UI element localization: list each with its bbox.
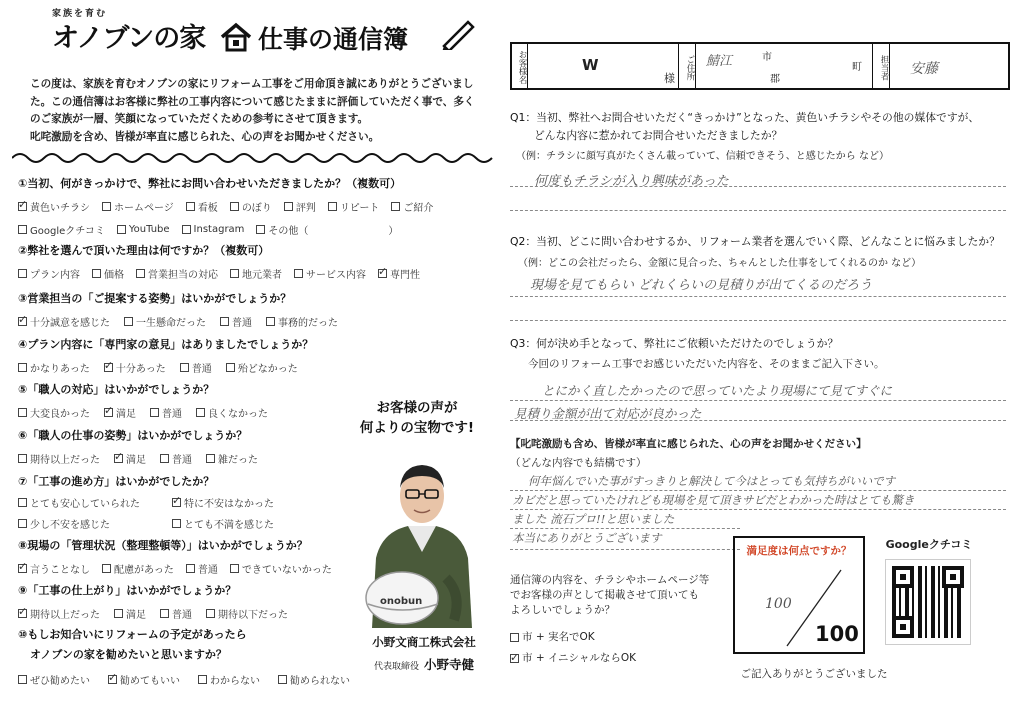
option-list: [18, 360, 488, 375]
satisfaction-handwritten: 100: [765, 596, 792, 612]
checkbox-option[interactable]: Instagram: [182, 222, 245, 237]
publish-permission: [510, 573, 740, 666]
checkbox[interactable]: [510, 633, 519, 642]
intro-line: 叱咤激励を含め、皆様が率直に感じられた、心の声をお聞かせください。: [30, 130, 380, 143]
checkbox[interactable]: [18, 454, 27, 463]
checkbox-option[interactable]: サービス内容: [294, 266, 366, 281]
option-list: [18, 606, 348, 621]
checkbox-option[interactable]: 普通: [180, 360, 212, 375]
checkbox-option[interactable]: ✓ 黄色いチラシ: [18, 199, 90, 214]
checkbox-option[interactable]: ✓ 勧めてもいい: [108, 672, 180, 687]
option-list: [18, 672, 358, 687]
answer-line: [510, 320, 1006, 321]
checkbox[interactable]: [18, 609, 27, 618]
company-name: 小野文商工株式会社: [372, 635, 476, 649]
checkbox[interactable]: [18, 225, 27, 234]
checkbox[interactable]: [18, 675, 27, 684]
qr-finder: [942, 566, 964, 588]
checkbox-option[interactable]: 一生懸命だった: [124, 314, 206, 329]
checkbox-option[interactable]: 少し不安を感じた: [18, 516, 158, 531]
question-title: ⑥「職人の仕事の姿勢」はいかがでしょうか？: [18, 429, 248, 442]
option-list: [18, 405, 348, 420]
checkbox-option[interactable]: できていないかった: [230, 561, 332, 576]
q1-title: Q1：当初、弊社へお問合せいただく“きっかけ”となった、黄色いチラシやその他の媒体ですが、: [510, 111, 980, 124]
name-label-cell: お客様名: [512, 44, 528, 88]
checkbox-option[interactable]: ✓ 十分あった: [104, 360, 166, 375]
checkbox[interactable]: [160, 609, 169, 618]
brand-header: [8, 4, 498, 66]
checkbox-option[interactable]: 良くなかった: [196, 405, 268, 420]
checkbox[interactable]: [18, 317, 27, 326]
answer-line: [510, 549, 740, 550]
q1-answer: 何度もチラシが入り興味があった: [534, 174, 729, 189]
checkbox[interactable]: [160, 454, 169, 463]
checkbox-option[interactable]: 看板: [186, 199, 218, 214]
question-9: [18, 582, 348, 621]
checkbox[interactable]: [230, 269, 239, 278]
google-review-title: Googleクチコミ: [885, 538, 973, 551]
scalloped-divider: [12, 150, 500, 166]
answer-line: [510, 509, 1006, 510]
checkbox[interactable]: [226, 363, 235, 372]
address-label-cell: ご住所: [678, 44, 696, 88]
checkbox-option[interactable]: Googleクチコミ: [18, 222, 105, 237]
checkbox-option[interactable]: ✓ 満足: [104, 405, 136, 420]
checkbox[interactable]: [150, 408, 159, 417]
checkbox-option[interactable]: プラン内容: [18, 266, 80, 281]
brand-logo-text: オノブンの家: [52, 23, 206, 54]
question-title: ④プラン内容に「専門家の意見」はありましたでしょうか？: [18, 338, 314, 351]
checkbox-option[interactable]: YouTube: [117, 222, 170, 237]
question-3: [18, 290, 488, 329]
checkbox[interactable]: [230, 564, 239, 573]
qr-finder: [892, 616, 914, 638]
rep-name: 小野寺健: [424, 657, 475, 672]
question-10: [18, 626, 358, 687]
checkbox[interactable]: [182, 225, 191, 234]
publish-text-line: 通信簿の内容を、チラシやホームページ等: [510, 574, 710, 586]
checkbox-option[interactable]: リピート: [328, 199, 380, 214]
satisfaction-printed: 100: [815, 622, 859, 646]
checkbox[interactable]: [391, 202, 400, 211]
checkbox-option[interactable]: ホームページ: [102, 199, 174, 214]
checkbox[interactable]: [206, 609, 215, 618]
q2-example: （例：どこの会社だったら、金額に見合った、ちゃんとした仕事をしてくれるのか など）: [518, 258, 922, 269]
question-7: [18, 473, 348, 531]
checkbox[interactable]: [18, 408, 27, 417]
question-title: ①当初、何がきっかけで、弊社にお問い合わせいただきましたか？（複数可）: [18, 177, 402, 190]
checkbox-option[interactable]: ✓ 専門性: [378, 266, 420, 281]
q1-title-line2: どんな内容に惹かれてお問合せいただきましたか？: [534, 129, 783, 142]
checkbox-option[interactable]: ✓ 言うことなし: [18, 561, 90, 576]
checkbox-option[interactable]: のぼり: [230, 199, 272, 214]
city-label: 市: [762, 52, 772, 63]
q2-answer: 現場を見てもらい どれくらいの見積りが出てくるのだろう: [530, 278, 873, 293]
checkbox[interactable]: [18, 363, 27, 372]
checkbox[interactable]: [196, 408, 205, 417]
checkbox[interactable]: [220, 317, 229, 326]
question-title: ③営業担当の「ご提案する姿勢」はいかがでしょうか？: [18, 292, 292, 305]
checkbox-option[interactable]: 普通: [160, 451, 192, 466]
checkbox[interactable]: [180, 363, 189, 372]
checkbox-option[interactable]: 評判: [284, 199, 316, 214]
checkbox[interactable]: [186, 202, 195, 211]
staff-label-cell: 担当者: [872, 44, 890, 88]
checkbox-option[interactable]: 普通: [160, 606, 192, 621]
question-title: ⑦「工事の進め方」はいかがでしたか？: [18, 475, 215, 488]
county-label: 郡: [770, 74, 780, 85]
checkbox-option[interactable]: 雑だった: [206, 451, 258, 466]
checkbox-option[interactable]: ✓ 十分誠意を感じた: [18, 314, 110, 329]
checkbox[interactable]: [206, 454, 215, 463]
option-list: [18, 561, 378, 576]
question-title-line2: オノブンの家を勧めたいと思いますか？: [30, 648, 227, 661]
question-title: ⑨「工事の仕上がり」はいかがでしょうか？: [18, 584, 237, 597]
checkbox-option[interactable]: 事務的だった: [266, 314, 338, 329]
checkbox[interactable]: [256, 225, 265, 234]
question-1: [18, 175, 488, 237]
checkbox-option[interactable]: ✓ 満足: [114, 451, 146, 466]
rep-title: 代表取締役: [373, 662, 419, 672]
answer-line: [510, 296, 1006, 297]
q3-answer-line: とにかく直したかったので思っていたより現場にて見てすぐに: [542, 383, 893, 398]
option-list: [18, 495, 348, 531]
option-list: [18, 314, 488, 329]
checkbox-option[interactable]: 普通: [150, 405, 182, 420]
brand-caption: 家族を育む: [52, 9, 108, 19]
checkbox-option[interactable]: ぜひ勧めたい: [18, 672, 90, 687]
question-title: ⑤「職人の対応」はいかがでしょうか？: [18, 383, 215, 396]
checkbox[interactable]: [284, 202, 293, 211]
checkbox[interactable]: [104, 408, 113, 417]
option-list: [18, 451, 348, 466]
publish-option[interactable]: ✓ 市 + イニシャルならOK: [510, 651, 740, 666]
town-label: 町: [852, 62, 862, 73]
notebook-title: 仕事の通信簿: [258, 25, 409, 54]
intro-line: のご家族が一層、笑顔になっていただくための参考にさせて頂きます。: [30, 113, 369, 125]
right-q1: [510, 110, 1010, 189]
google-review: [874, 536, 984, 552]
checkbox[interactable]: [114, 609, 123, 618]
checkbox-option[interactable]: ご紹介: [391, 199, 433, 214]
staff-handwritten: 安藤: [910, 61, 938, 77]
qr-finder: [892, 566, 914, 588]
thanks-message: ご記入ありがとうございました: [740, 668, 888, 680]
checkbox[interactable]: [18, 564, 27, 573]
publish-text-line: よろしいでしょうか？: [510, 604, 615, 616]
intro-line: この度は、家族を育むオノブンの家にリフォーム工事をご用命頂き誠にありがとうございまし: [30, 78, 474, 90]
answer-line: [510, 186, 1006, 187]
q3-sub: 今回のリフォーム工事でお感じいただいた内容を、そのままご記入下さい。: [528, 358, 885, 370]
checkbox[interactable]: [266, 317, 275, 326]
voice-section: [510, 436, 1010, 470]
checkbox[interactable]: [18, 269, 27, 278]
publish-text-line: でお客様の声として掲載させて頂いても: [510, 589, 699, 601]
question-title: ②弊社を選んで頂いた理由は何ですか？（複数可）: [18, 244, 270, 257]
checkbox-option[interactable]: 期待以下だった: [206, 606, 288, 621]
checkbox-option[interactable]: 勧められない: [278, 672, 350, 687]
question-title: ⑧現場の「管理状況（整理整頓等）」はいかがでしょうか？: [18, 539, 308, 552]
checkbox-option[interactable]: 配慮があった: [102, 561, 174, 576]
customer-info-box: [510, 42, 1010, 90]
checkbox[interactable]: [136, 269, 145, 278]
checkbox[interactable]: [104, 363, 113, 372]
promo-bubble: [352, 398, 482, 438]
checkbox[interactable]: [230, 202, 239, 211]
checkbox-option[interactable]: とても不満を感じた: [172, 516, 274, 531]
checkbox[interactable]: [186, 564, 195, 573]
option-list: [18, 266, 488, 281]
question-6: [18, 427, 348, 466]
right-q3: [510, 336, 1010, 422]
checkbox[interactable]: [102, 564, 111, 573]
question-5: [18, 381, 348, 420]
intro-line: た。この通信簿はお客様に弊社の工事内容について感じたままに評価していただく事で、多く: [30, 95, 475, 108]
address-handwritten: 鯖江: [706, 54, 733, 69]
checkbox-option[interactable]: とても安心していられた: [18, 495, 158, 510]
representative: [360, 654, 488, 673]
voice-line: カビだと思っていたけれども現場を見て頂きサビだとわかった時はとても驚き: [512, 493, 915, 507]
checkbox-option[interactable]: その他（ ）: [256, 222, 398, 237]
checkbox-option[interactable]: 満足: [114, 606, 146, 621]
checkbox-option[interactable]: 地元業者: [230, 266, 282, 281]
promo-line: お客様の声が: [376, 400, 458, 416]
checkbox[interactable]: [510, 654, 519, 663]
q3-title: Q3：何が決め手となって、弊社にご依頼いただけたのでしょうか？: [510, 337, 839, 350]
checkbox[interactable]: [114, 454, 123, 463]
checkbox-option[interactable]: 普通: [220, 314, 252, 329]
q1-example: （例：チラシに顔写真がたくさん載っていて、信頼できそう、と感じたから など）: [516, 151, 889, 162]
checkbox[interactable]: [294, 269, 303, 278]
checkbox[interactable]: [18, 519, 27, 528]
voice-title: 【叱咤激励も含め、皆様が率直に感じられた、心の声をお聞かせください】: [510, 438, 867, 450]
checkbox-option[interactable]: 期待以上だった: [18, 451, 100, 466]
checkbox-option[interactable]: ✓ 特に不安はなかった: [172, 495, 274, 510]
voice-line: 本当にありがとうございます: [512, 531, 662, 545]
checkbox-option[interactable]: わからない: [198, 672, 260, 687]
checkbox-option[interactable]: 殆どなかった: [226, 360, 298, 375]
checkbox-option[interactable]: 営業担当の対応: [136, 266, 218, 281]
q2-title: Q2：当初、どこに問い合わせするか、リフォーム業者を選んでいく際、どんなことに悩みましたか？: [510, 235, 1000, 248]
checkbox[interactable]: [18, 202, 27, 211]
question-title: ⑩もしお知合いにリフォームの予定があったら: [18, 628, 247, 641]
voice-line: 何年悩んでいた事がすっきりと解決して今はとっても気持ちがいいです: [528, 474, 896, 488]
question-8: [18, 537, 378, 576]
right-q2: [510, 234, 1010, 293]
q3-answer-line: 見積り金額が出て対応が良かった: [514, 406, 702, 421]
promo-line: 何よりの宝物です!: [359, 420, 475, 436]
satisfaction-title: 満足度は何点ですか？: [746, 545, 852, 557]
pencil-icon: [438, 16, 476, 50]
checkbox-option[interactable]: ✓ 期待以上だった: [18, 606, 100, 621]
answer-line: [510, 210, 1006, 211]
question-4: [18, 336, 488, 375]
checkbox[interactable]: [172, 519, 181, 528]
intro-paragraph: [30, 76, 500, 146]
house-icon: [220, 22, 252, 52]
answer-line: [510, 490, 1006, 491]
satisfaction-box: [733, 536, 865, 654]
checkbox[interactable]: [172, 498, 181, 507]
voice-line: ました 流石プロ!!と思いました: [512, 512, 675, 526]
checkbox[interactable]: [102, 202, 111, 211]
answer-line: [510, 400, 1006, 401]
customer-name-value: W: [582, 56, 599, 74]
checkbox[interactable]: [328, 202, 337, 211]
voice-sub: （どんな内容でも結構です）: [510, 457, 647, 469]
question-2: [18, 242, 488, 281]
checkbox[interactable]: [198, 675, 207, 684]
checkbox[interactable]: [124, 317, 133, 326]
answer-line: [510, 528, 740, 529]
checkbox-option[interactable]: 普通: [186, 561, 218, 576]
option-list: [18, 199, 488, 237]
checkbox[interactable]: [278, 675, 287, 684]
checkbox[interactable]: [378, 269, 387, 278]
helmet-logo: onobun: [380, 596, 423, 607]
checkbox-option[interactable]: かなりあった: [18, 360, 90, 375]
checkbox-option[interactable]: 価格: [92, 266, 124, 281]
checkbox[interactable]: [92, 269, 101, 278]
checkbox-option[interactable]: 大変良かった: [18, 405, 90, 420]
answer-line: [510, 420, 1006, 421]
honorific: 様: [664, 72, 675, 85]
checkbox[interactable]: [18, 498, 27, 507]
qr-code[interactable]: [886, 560, 970, 644]
checkbox[interactable]: [108, 675, 117, 684]
publish-option[interactable]: 市 + 実名でOK: [510, 630, 740, 645]
checkbox[interactable]: [117, 225, 126, 234]
